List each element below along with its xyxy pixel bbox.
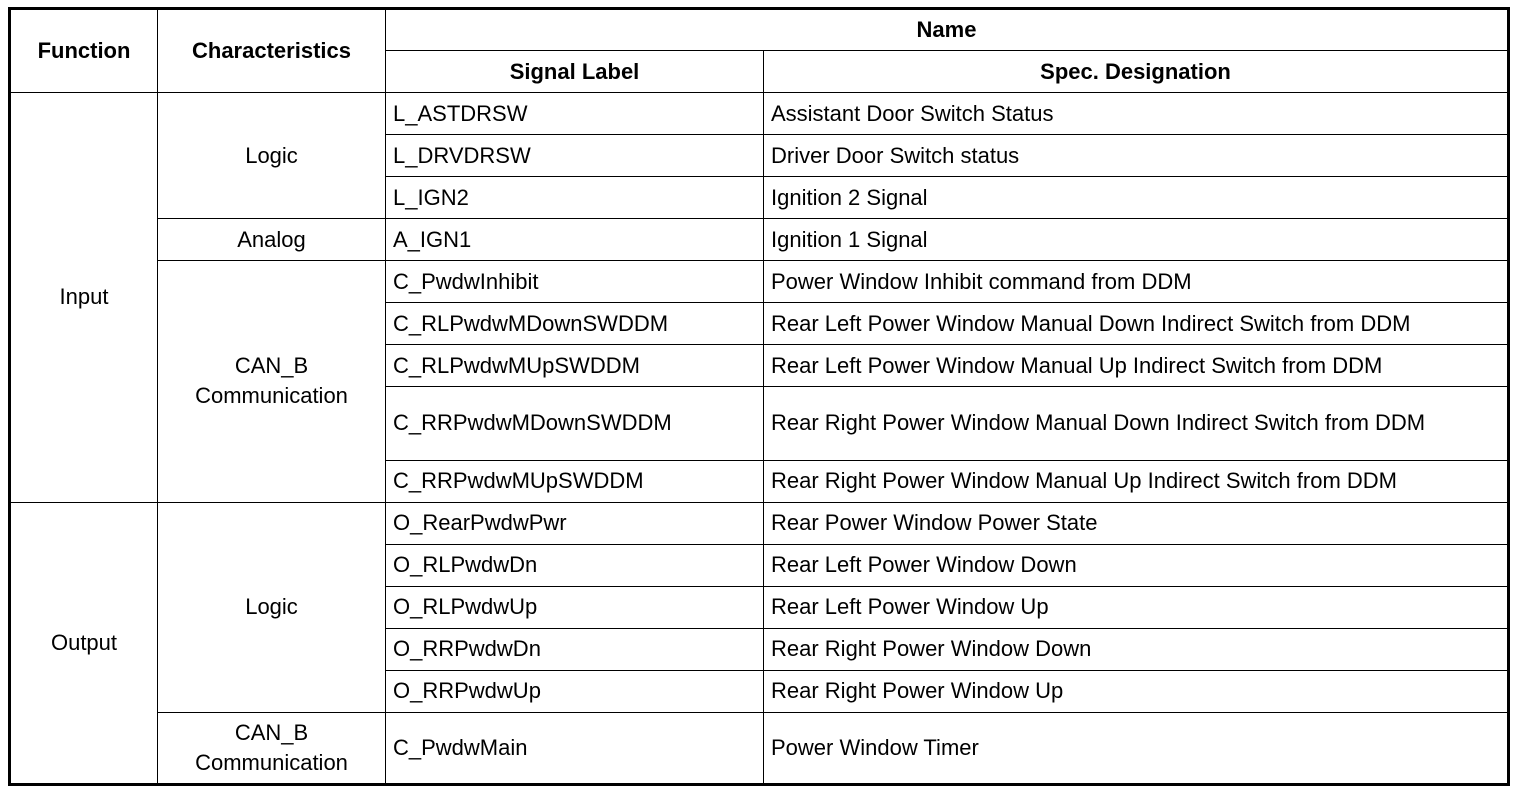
characteristics-cell-logic: Logic [158, 502, 386, 712]
spec-designation-cell: Rear Left Power Window Up [764, 586, 1509, 628]
table-row [10, 712, 1509, 784]
signal-label-cell: L_IGN2 [386, 177, 764, 219]
spec-designation-cell: Ignition 2 Signal [764, 177, 1509, 219]
characteristics-can-line1: CAN_B [234, 353, 309, 379]
spec-designation-cell: Rear Right Power Window Manual Up Indirect Switch from DDM [764, 460, 1509, 502]
signal-label-cell: O_RLPwdwDn [386, 544, 764, 586]
characteristics-can-line2: Communication [195, 383, 348, 409]
signal-label-cell: O_RLPwdwUp [386, 586, 764, 628]
spec-designation-cell: Rear Right Power Window Up [764, 670, 1509, 712]
name-header: Name [386, 9, 1509, 51]
spec-designation-cell: Rear Left Power Window Manual Down Indirect Switch from DDM [764, 303, 1509, 345]
spec-designation-cell: Ignition 1 Signal [764, 219, 1509, 261]
signal-label-cell: C_RRPwdwMUpSWDDM [386, 460, 764, 502]
characteristics-can-line1: CAN_B [234, 719, 309, 745]
spec-designation-cell: Rear Left Power Window Down [764, 544, 1509, 586]
function-cell-input: Input [10, 93, 158, 502]
characteristics-cell-can [158, 712, 386, 784]
signal-label-cell: C_RRPwdwMDownSWDDM [386, 387, 764, 460]
characteristics-cell-analog: Analog [158, 219, 386, 261]
signal-label-cell: O_RRPwdwUp [386, 670, 764, 712]
spec-designation-cell: Power Window Inhibit command from DDM [764, 261, 1509, 303]
signal-label-cell: O_RRPwdwDn [386, 628, 764, 670]
function-cell-output: Output [10, 502, 158, 784]
signal-label-cell: C_PwdwInhibit [386, 261, 764, 303]
spec-designation-cell: Rear Left Power Window Manual Up Indirect Switch from DDM [764, 345, 1509, 387]
characteristics-cell-logic: Logic [158, 93, 386, 219]
header-row [10, 9, 1509, 51]
table-row [10, 219, 1509, 261]
signal-label-cell: C_RLPwdwMUpSWDDM [386, 345, 764, 387]
spec-designation-header: Spec. Designation [764, 51, 1509, 93]
characteristics-header: Characteristics [158, 9, 386, 93]
table-row [10, 502, 1509, 544]
characteristics-cell-can [158, 261, 386, 502]
characteristics-can-line2: Communication [195, 749, 348, 775]
function-header: Function [10, 9, 158, 93]
signal-label-cell: L_ASTDRSW [386, 93, 764, 135]
signal-label-cell: L_DRVDRSW [386, 135, 764, 177]
signal-label-cell: O_RearPwdwPwr [386, 502, 764, 544]
signal-label-cell: C_PwdwMain [386, 712, 764, 784]
spec-designation-cell: Driver Door Switch status [764, 135, 1509, 177]
signal-label-header: Signal Label [386, 51, 764, 93]
spec-designation-cell: Assistant Door Switch Status [764, 93, 1509, 135]
signal-label-cell: A_IGN1 [386, 219, 764, 261]
table-row [10, 261, 1509, 303]
signal-label-cell: C_RLPwdwMDownSWDDM [386, 303, 764, 345]
table-row [10, 93, 1509, 135]
spec-designation-cell: Rear Right Power Window Manual Down Indirect Switch from DDM [764, 387, 1509, 460]
spec-designation-cell: Rear Right Power Window Down [764, 628, 1509, 670]
spec-designation-cell: Power Window Timer [764, 712, 1509, 784]
spec-designation-cell: Rear Power Window Power State [764, 502, 1509, 544]
signal-table [8, 7, 1510, 786]
